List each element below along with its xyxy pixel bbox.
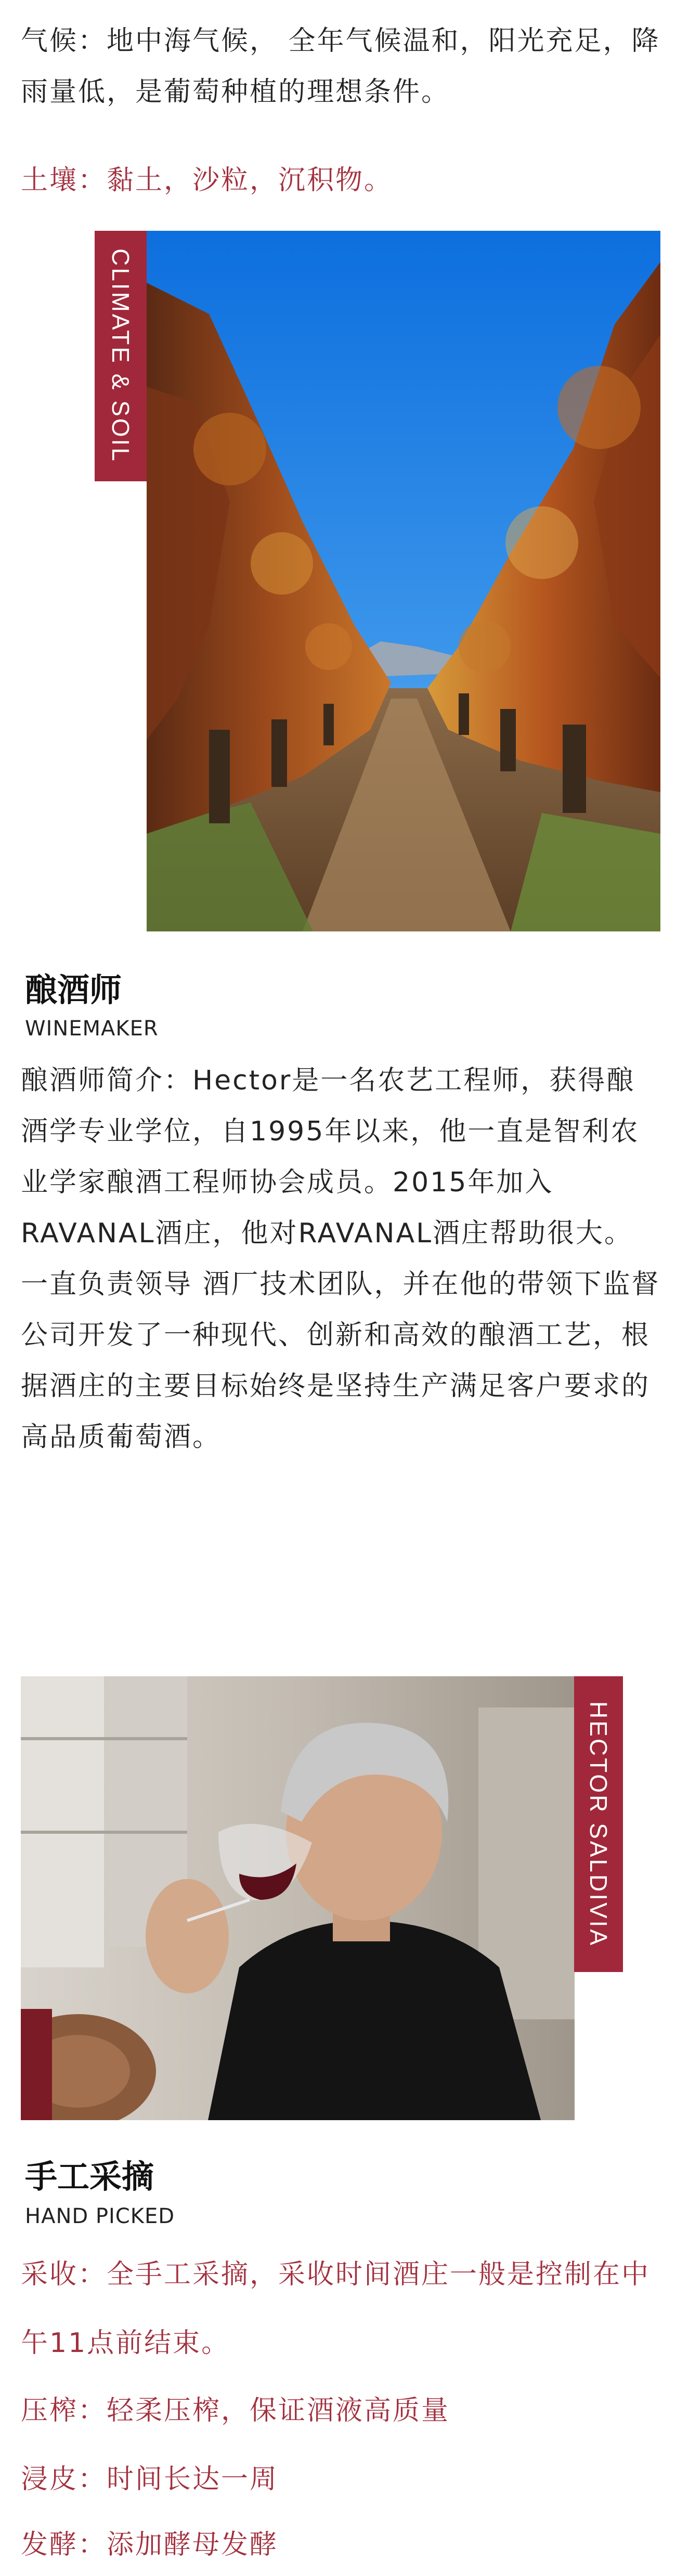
handpicked-harvest: 采收：全手工采摘，采收时间酒庄一般是控制在中午11点前结束。 [21, 2259, 651, 2359]
handpicked-press: 压榨：轻柔压榨，保证酒液高质量 [21, 2395, 450, 2426]
climate-soil-tag: CLIMATE & SOIL [95, 231, 147, 481]
vineyard-photo [147, 231, 660, 931]
winemaker-paragraph: 酿酒师简介：Hector是一名农艺工程师，获得酿酒学专业学位，自1995年以来，他一直是智利农业学家酿酒工程师协会成员。2015年加入RAVANAL酒庄，他对RAVANAL酒庄帮助很大。一直负责领导 酒厂技术团队，并在他的带领下监督公司开发了一种现代、创新和高效的酿酒工艺，根据酒庄的主要目标始终是坚持生产满足客户要求的高品质葡萄酒。 [21, 1065, 660, 1453]
winemaker-photo [21, 1676, 575, 2120]
handpicked-fermentation: 发酵：添加酵母发酵 [21, 2529, 279, 2560]
handpicked-title: 手工采摘 [25, 2158, 154, 2196]
winemaker-title: 酿酒师 [25, 971, 122, 1009]
soil-line: 土壤：黏土，沙粒，沉积物。 [21, 165, 393, 196]
winemaker-subtitle: WINEMAKER [25, 1017, 159, 1041]
handpicked-subtitle: HAND PICKED [25, 2204, 175, 2228]
handpicked-maceration: 浸皮：时间长达一周 [21, 2464, 279, 2495]
hector-tag: HECTOR SALDIVIA [574, 1676, 623, 1972]
climate-paragraph: 气候：地中海气候， 全年气候温和，阳光充足，降雨量低，是葡萄种植的理想条件。 [21, 25, 660, 108]
